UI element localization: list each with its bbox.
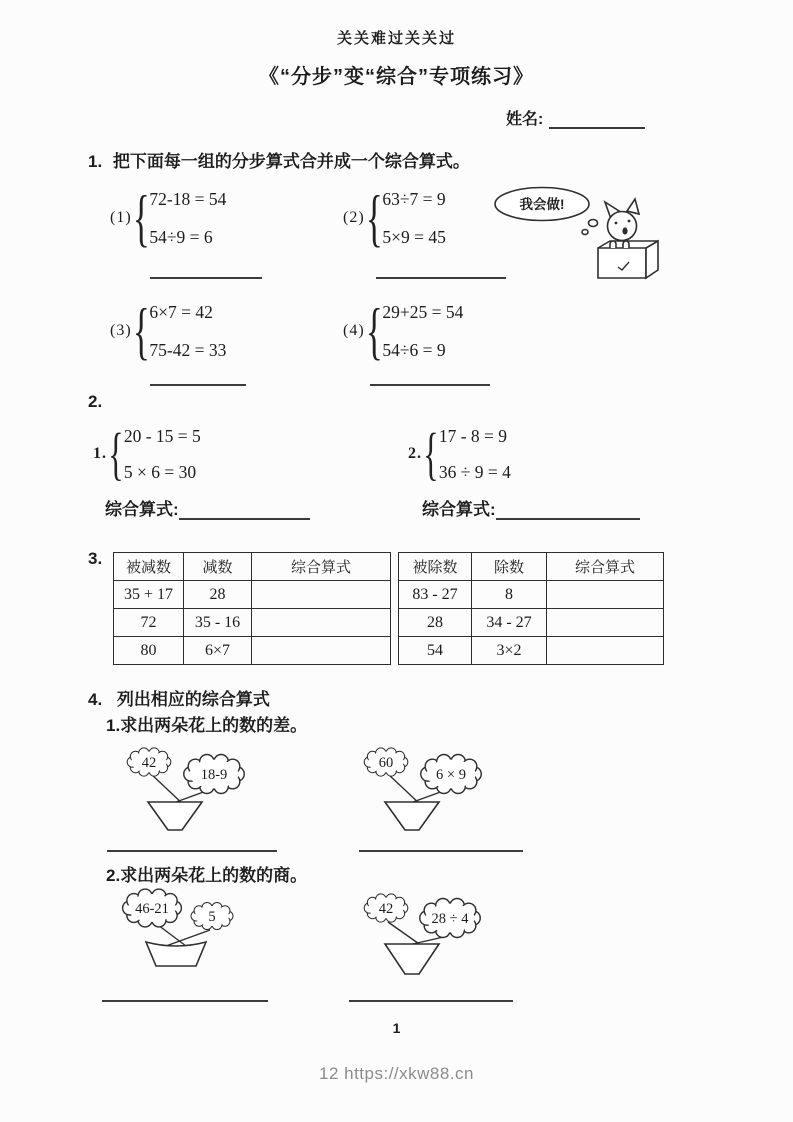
sub-label: 2. — [106, 866, 121, 885]
q1-group-2 — [343, 180, 446, 256]
answer-cell[interactable] — [252, 581, 391, 609]
flower-pot-diagram — [115, 740, 265, 832]
flower-value: 46-21 — [135, 901, 169, 917]
q1-heading — [88, 147, 470, 172]
group-label: (3) — [110, 322, 132, 339]
answer-blank[interactable] — [150, 372, 246, 386]
step-equation: 54÷6 = 9 — [382, 340, 446, 360]
table-cell: 3×2 — [472, 637, 547, 665]
q2-item-1 — [93, 418, 201, 490]
answer-blank[interactable] — [179, 500, 310, 520]
q2-answer-row-2 — [422, 495, 640, 520]
col-header: 减数 — [184, 553, 252, 581]
q4-sub2-heading — [106, 861, 307, 886]
thought-dot — [582, 230, 588, 235]
item-label: 1. — [93, 445, 107, 462]
box-icon — [598, 241, 658, 278]
q2-number: 2. — [88, 392, 103, 411]
flower-pot-icon — [385, 802, 439, 830]
table-cell: 80 — [114, 637, 184, 665]
sub-text: 求出两朵花上的数的商。 — [120, 866, 308, 885]
q1-text: 把下面每一组的分步算式合并成一个综合算式。 — [112, 152, 470, 171]
answer-blank[interactable] — [150, 265, 262, 279]
q1-group-4 — [343, 293, 463, 369]
name-blank[interactable] — [549, 109, 645, 129]
step-equation: 72-18 = 54 — [149, 189, 227, 209]
table-cell: 34 - 27 — [472, 609, 547, 637]
step-equation: 20 - 15 = 5 — [123, 426, 201, 446]
page-title: 《“分步”变“综合”专项练习》 — [259, 66, 534, 88]
division-table — [398, 552, 664, 665]
step-equation: 54÷9 = 6 — [149, 227, 213, 247]
step-equation: 5×9 = 45 — [382, 227, 446, 247]
answer-blank[interactable] — [496, 500, 640, 520]
answer-blank[interactable] — [359, 838, 523, 852]
name-label: 姓名: — [506, 111, 544, 128]
flower-value: 6 × 9 — [436, 767, 466, 783]
table-cell: 35 - 16 — [184, 609, 252, 637]
speech-bubble-text: 我会做! — [519, 197, 565, 212]
group-label: (1) — [110, 209, 132, 226]
q4-sub1-heading — [106, 711, 307, 736]
q4-heading — [88, 685, 270, 710]
group-label: (2) — [343, 209, 365, 226]
dog-icon — [605, 199, 639, 241]
table-cell: 83 - 27 — [399, 581, 472, 609]
step-equation: 29+25 = 54 — [382, 302, 464, 322]
table-cell: 54 — [399, 637, 472, 665]
q4-text: 列出相应的综合算式 — [116, 690, 270, 709]
flower-pot-icon — [385, 944, 439, 974]
sub-label: 1. — [106, 716, 121, 735]
flower-pot-diagram — [352, 740, 502, 832]
col-header: 被减数 — [114, 553, 184, 581]
flower-value: 18-9 — [200, 767, 228, 783]
sub-text: 求出两朵花上的数的差。 — [120, 716, 308, 735]
group-label: (4) — [343, 322, 365, 339]
q3-number: 3. — [88, 549, 103, 568]
answer-cell[interactable] — [547, 609, 664, 637]
answer-cell[interactable] — [252, 609, 391, 637]
q1-number: 1. — [88, 152, 103, 171]
left-brace: { — [132, 182, 150, 253]
q4-number: 4. — [88, 690, 103, 709]
page-footer: 12 https://xkw88.cn — [318, 1064, 475, 1083]
table-cell: 28 — [399, 609, 472, 637]
step-equation: 63÷7 = 9 — [382, 189, 446, 209]
step-equation: 6×7 = 42 — [149, 302, 213, 322]
col-header: 综合算式 — [547, 553, 664, 581]
left-brace: { — [365, 182, 383, 253]
answer-cell[interactable] — [252, 637, 391, 665]
step-equation: 75-42 = 33 — [149, 340, 227, 360]
left-brace: { — [423, 421, 439, 486]
flower-value: 5 — [208, 909, 216, 925]
dog-in-box-illustration — [492, 184, 670, 282]
answer-blank[interactable] — [370, 372, 490, 386]
col-header: 除数 — [472, 553, 547, 581]
col-header: 综合算式 — [252, 553, 391, 581]
step-equation: 36 ÷ 9 = 4 — [438, 462, 511, 482]
step-equation: 5 × 6 = 30 — [123, 462, 197, 482]
left-brace: { — [365, 295, 383, 366]
step-equation: 17 - 8 = 9 — [438, 426, 508, 446]
table-cell: 28 — [184, 581, 252, 609]
q2-item-2 — [408, 418, 511, 490]
answer-label: 综合算式: — [105, 500, 179, 519]
flower-pot-icon — [148, 802, 202, 830]
name-row — [506, 106, 645, 129]
subtraction-table — [113, 552, 391, 665]
q1-group-1 — [110, 180, 226, 256]
flower-value: 28 ÷ 4 — [431, 911, 469, 927]
page-number: 1 — [392, 1020, 401, 1036]
item-label: 2. — [408, 445, 422, 462]
q2-answer-row-1 — [105, 495, 310, 520]
q1-group-3 — [110, 293, 226, 369]
col-header: 被除数 — [399, 553, 472, 581]
flower-pot-icon — [146, 942, 206, 966]
table-cell: 72 — [114, 609, 184, 637]
left-brace: { — [108, 421, 124, 486]
flower-value: 42 — [141, 755, 157, 771]
answer-blank[interactable] — [107, 838, 277, 852]
page-header: 关关难过关关过 — [336, 30, 456, 47]
flower-pot-diagram — [348, 884, 498, 976]
answer-blank[interactable] — [376, 265, 506, 279]
answer-blank[interactable] — [102, 988, 268, 1002]
table-cell: 6×7 — [184, 637, 252, 665]
answer-label: 综合算式: — [422, 500, 496, 519]
answer-cell[interactable] — [547, 637, 664, 665]
table-cell: 35 + 17 — [114, 581, 184, 609]
answer-blank[interactable] — [349, 988, 513, 1002]
flower-value: 42 — [378, 901, 394, 917]
flower-value: 60 — [378, 755, 394, 771]
answer-cell[interactable] — [547, 581, 664, 609]
thought-dot — [589, 220, 598, 227]
left-brace: { — [132, 295, 150, 366]
table-cell: 8 — [472, 581, 547, 609]
flower-pot-diagram — [110, 884, 260, 976]
